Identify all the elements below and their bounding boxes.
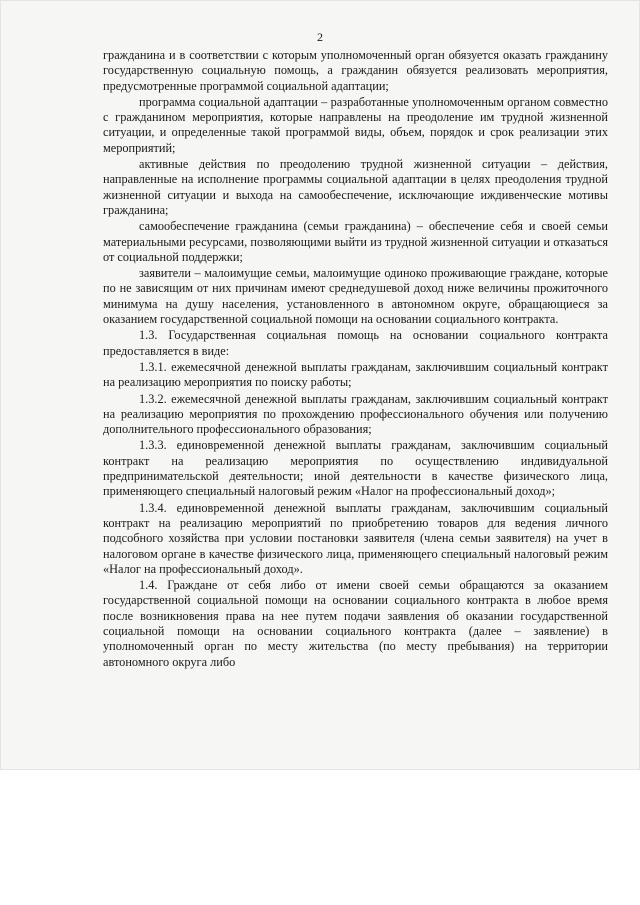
paragraph: 1.3.1. ежемесячной денежной выплаты гражданам, заключившим социальный контракт на реализацию мероприятия по поиску работы; — [103, 359, 608, 390]
document-body — [103, 48, 608, 671]
page-number: 2 — [317, 30, 323, 44]
paragraph: активные действия по преодолению трудной жизненной ситуации – действия, направленные на исполнение программы социальной адаптации в целях преодоления трудной жизненной ситуации и выхода на самообеспечение, исключающие иждивенческие мотивы гражданина; — [103, 157, 608, 217]
paragraph: самообеспечение гражданина (семьи гражданина) – обеспечение себя и своей семьи материальными ресурсами, позволяющими выйти из трудной жизненной ситуации и отказаться от социальной поддержки; — [103, 219, 608, 264]
blank-margin — [0, 770, 640, 905]
paragraph: заявители – малоимущие семьи, малоимущие одиноко проживающие граждане, которые по не зависящим от них причинам имеют среднедушевой доход ниже величины прожиточного минимума на душу населения, установленного в автономном округе, обращающиеся за оказанием государственной социальной помощи на основании социального контракта. — [103, 266, 608, 327]
paragraph: программа социальной адаптации – разработанные уполномоченным органом совместно с гражданином мероприятия, которые направлены на преодоление им трудной жизненной ситуации, и определенные такой программой виды, объем, порядок и срок реализации этих мероприятий; — [103, 94, 608, 155]
paragraph: 1.3.2. ежемесячной денежной выплаты гражданам, заключившим социальный контракт на реализацию мероприятия по прохождению профессионального обучения или получению дополнительного профессионального образования; — [103, 391, 608, 437]
paragraph: 1.3.4. единовременной денежной выплаты гражданам, заключившим социальный контракт на реализацию мероприятий по приобретению товаров для ведения личного подсобного хозяйства при условии постановки заявителя (члена семьи заявителя) на учет в налоговом органе в качестве физического лица, применяющего специальный налоговый режим «Налог на профессиональный доход». — [103, 500, 608, 576]
paragraph: 1.4. Граждане от себя либо от имени своей семьи обращаются за оказанием государственной социальной помощи на основании социального контракта в любое время после возникновения права на нее путем подачи заявления об оказании государственной социальной помощи на основании социального контракта (далее – заявление) в уполномоченный орган по месту жительства (по месту пребывания) на территории автономного округа либо — [103, 578, 608, 669]
paragraph: гражданина и в соответствии с которым уполномоченный орган обязуется оказать гражданину государственную социальную помощь, а гражданин обязуется реализовать мероприятия, предусмотренные программой социальной адаптации; — [103, 48, 608, 93]
paragraph: 1.3. Государственная социальная помощь на основании социального контракта предоставляется в виде: — [103, 328, 608, 358]
paragraph: 1.3.3. единовременной денежной выплаты гражданам, заключившим социальный контракт на реализацию мероприятия по осуществлению индивидуальной предпринимательской деятельности; иной деятельности в качестве физического лица, применяющего специальный налоговый режим «Налог на профессиональный доход»; — [103, 438, 608, 499]
